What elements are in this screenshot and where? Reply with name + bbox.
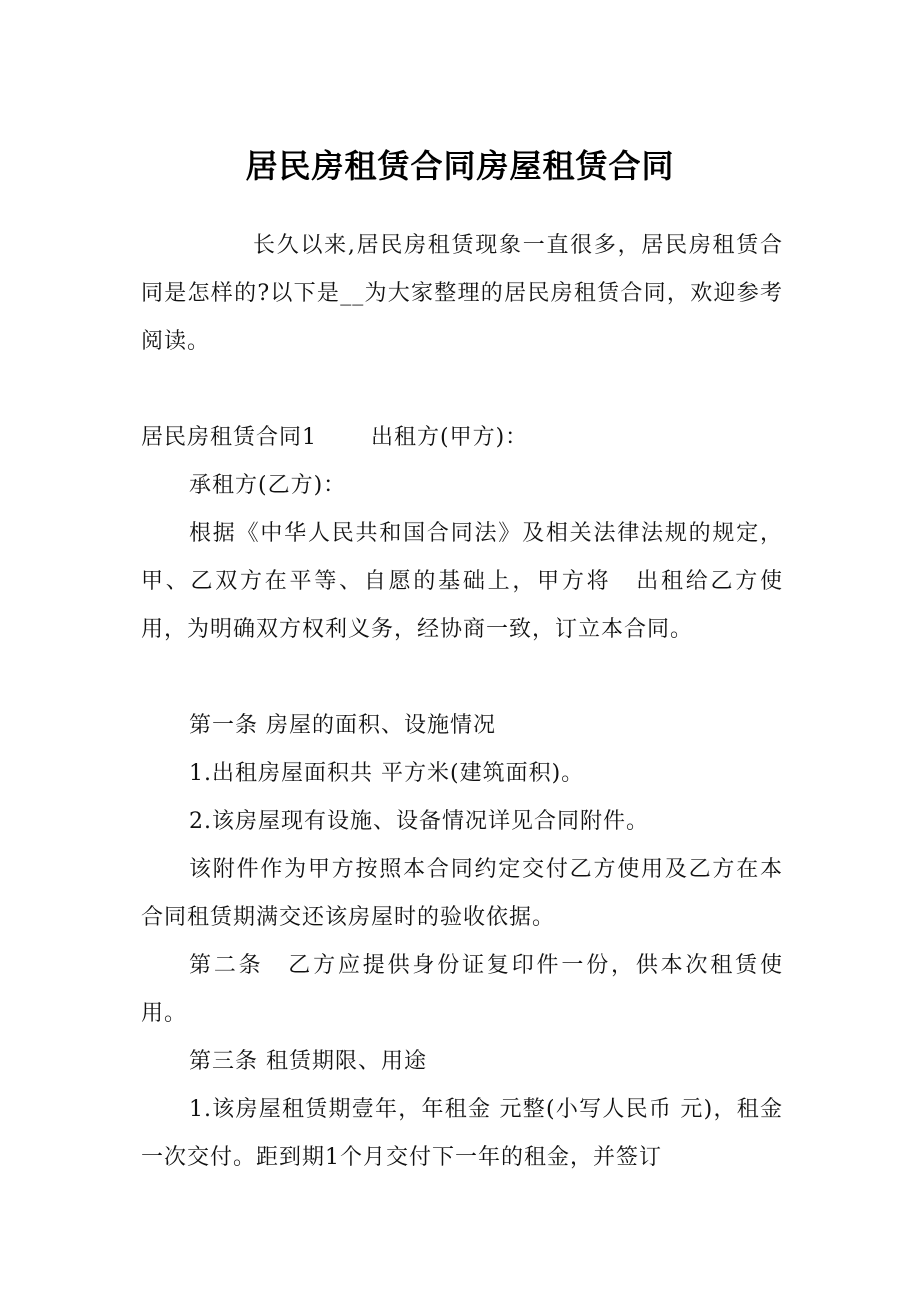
article1-item1: 1.出租房屋面积共 平方米(建筑面积)。 [189, 761, 585, 786]
article1-item2: 2.该房屋现有设施、设备情况详见合同附件。 [189, 809, 649, 834]
intro-paragraph: 长久以来,居民房租赁现象一直很多，居民房租赁合同是怎样的?以下是__为大家整理的居民房租赁合同，欢迎参考阅读。 [141, 233, 784, 354]
contract-heading-line [141, 414, 783, 462]
article1-note: 该附件作为甲方按照本合同约定交付乙方使用及乙方在本合同租赁期满交还该房屋时的验收依据。 [141, 857, 783, 930]
preamble-paragraph: 根据《中华人民共和国合同法》及相关法律法规的规定，甲、乙双方在平等、自愿的基础上，甲方将 出租给乙方使用，为明确双方权利义务，经协商一致，订立本合同。 [141, 521, 783, 642]
document-body [141, 222, 783, 1182]
article3-item1: 1.该房屋租赁期壹年，年租金 元整(小写人民币 元)，租金一次交付。距到期1个月交付下一年的租金，并签订 [141, 1097, 783, 1170]
article1-title: 第一条 房屋的面积、设施情况 [189, 713, 496, 738]
lessee-label: 承租方(乙方)： [189, 473, 347, 498]
article3-title: 第三条 租赁期限、用途 [189, 1049, 427, 1074]
article2-paragraph: 第二条 乙方应提供身份证复印件一份，供本次租赁使用。 [141, 953, 783, 1026]
document-title: 居民房租赁合同房屋租赁合同 [245, 147, 675, 185]
paragraph-gap [141, 654, 783, 702]
lessor-label: 出租方(甲方)： [371, 425, 529, 450]
contract-heading: 居民房租赁合同1 [141, 425, 317, 450]
paragraph-gap [141, 366, 783, 414]
